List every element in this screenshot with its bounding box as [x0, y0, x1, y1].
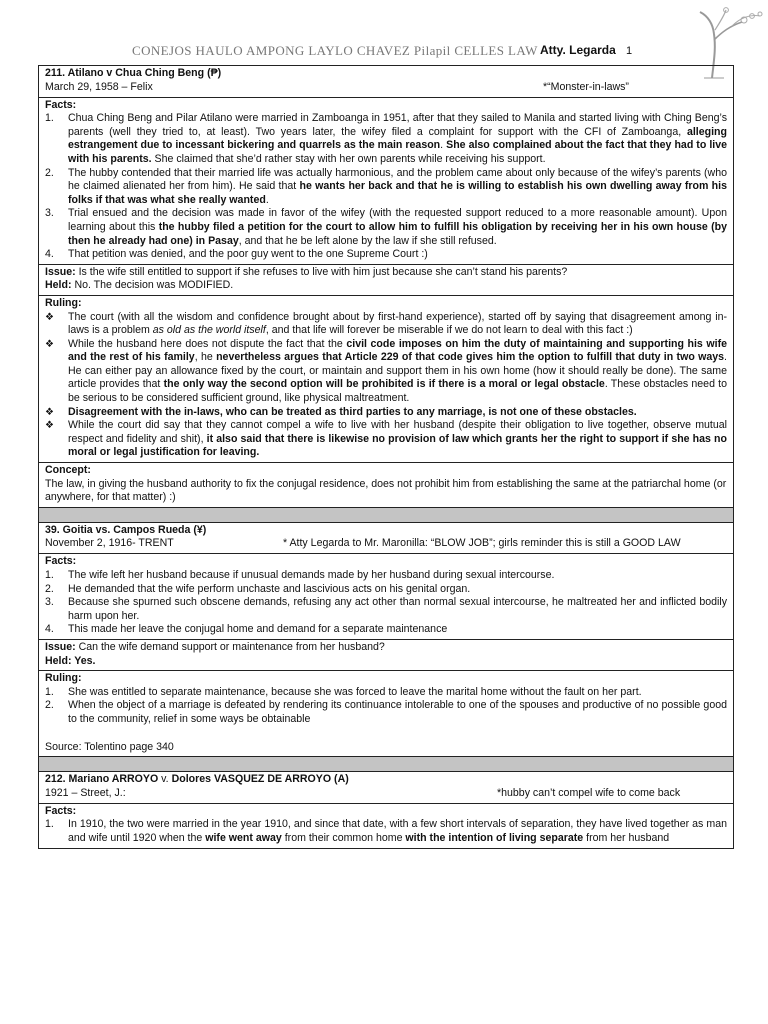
case2-facts-list — [45, 569, 727, 637]
list-item — [45, 207, 727, 248]
item-number: 1. — [45, 112, 54, 125]
ruling-label: Ruling: — [45, 296, 82, 309]
case2-ruling-list — [45, 686, 727, 727]
list-item — [45, 406, 727, 420]
list-item — [45, 419, 727, 460]
item-text: He demanded that the wife perform unchaste and lascivious acts on his genital organ. — [68, 582, 471, 595]
item-number: 4. — [45, 248, 54, 261]
item-text: Because she spurned such obscene demands, refusing any act other than normal sexual intercourse, he maltreated her and inflicted bodily harm upon her. — [68, 596, 727, 622]
case2-tag: * Atty Legarda to Mr. Maronilla: “BLOW JOB”; girls reminder this is still a GOOD LAW — [283, 537, 681, 550]
case1-issue: Issue: Is the wife still entitled to support if she refuses to live with him just because she can’t stand his parents? — [45, 265, 568, 278]
facts-label: Facts: — [45, 804, 77, 817]
case2-held: Held: Yes. — [45, 654, 96, 667]
case1-concept — [39, 462, 733, 507]
list-item — [45, 818, 727, 845]
list-item — [45, 248, 727, 262]
item-number: 1. — [45, 685, 54, 698]
case1-issue-held — [39, 264, 733, 295]
section-divider — [39, 756, 733, 771]
case1-ruling-list — [45, 311, 727, 461]
item-text: While the husband here does not dispute the fact that the civil code imposes on him the duty of maintaining and supporting his wife and the rest of his family, he nevertheless argues that Article 229 of that code gives him the option to fulfill that duty in two ways. He can either pay an allowance fixed by the court, or maintain and support them in his own home (how it should really be done). The same article provides that the only way the second option will be prohibited is if there is a moral or legal obstacle. These obstacles need to be serious to be considered sufficient ground, like physical maltreatment. — [68, 337, 727, 405]
list-item — [45, 699, 727, 726]
list-item — [45, 596, 727, 623]
item-text: She was entitled to separate maintenance, because she was forced to leave the marital home without the fault on her part. — [68, 685, 642, 698]
item-text: The hubby contended that their married life was actually harmonious, and the problem came about only because of the wifey’s parents (who he claimed alienated her from him). He said that he wants her back and that he is willing to establish his own dwelling away from his folks if that was what she really wanted. — [68, 166, 727, 206]
case3-facts — [39, 803, 733, 849]
item-text: When the object of a marriage is defeated by rendering its continuance intolerable to one of the spouses and productive of no possible good to the community, relief in some ways be obtainable — [68, 699, 727, 725]
case1-held: Held: No. The decision was MODIFIED. — [45, 279, 234, 292]
list-item — [45, 311, 727, 338]
case2-issue: Issue: Can the wife demand support or maintenance from her husband? — [45, 640, 385, 653]
case3-tag: *hubby can’t compel wife to come back — [497, 786, 681, 799]
facts-label: Facts: — [45, 98, 77, 111]
concept-label: Concept: — [45, 464, 91, 477]
item-text: Disagreement with the in-laws, who can be treated as third parties to any marriage, is not one of these obstacles. — [68, 405, 637, 418]
case3-facts-list — [45, 818, 727, 845]
item-text: In 1910, the two were married in the year 1910, and since that date, with a few short intervals of separation, they have lived together as man and wife until 1920 when the wife went away from their common home with the intention of living separate from her husband — [68, 818, 727, 844]
item-number: 2. — [45, 699, 54, 712]
item-text: The wife left her husband because if unusual demands made by her husband during sexual intercourse. — [68, 569, 555, 581]
case2-ruling — [39, 670, 733, 756]
case1-title: 211. Atilano v Chua Ching Beng (₱) — [45, 67, 222, 79]
case1-facts-list — [45, 112, 727, 262]
bullet-icon: ❖ — [45, 406, 54, 418]
case2-facts — [39, 553, 733, 639]
list-item — [45, 623, 727, 637]
case2-date: November 2, 1916- TRENT — [45, 537, 174, 550]
item-number: 2. — [45, 166, 54, 179]
item-number: 3. — [45, 207, 54, 220]
page-number: 1 — [626, 45, 633, 57]
item-text: That petition was denied, and the poor guy went to the one Supreme Court :) — [68, 248, 428, 261]
case1-tag: *“Monster-in-laws” — [543, 80, 629, 93]
list-item — [45, 338, 727, 406]
case1-ruling — [39, 295, 733, 462]
list-item — [45, 569, 727, 583]
bullet-icon: ❖ — [45, 338, 54, 350]
case2-heading — [39, 522, 733, 554]
item-text: Chua Ching Beng and Pilar Atilano were married in Zamboanga in 1951, after that they sailed to Manila and started living with Ching Beng’s parents (well they tried to, at least). Two years later, the wifey filed a complaint for support with the CFI of Zamboanga, alleging estrangement due to incessant bickering and quarrels as the main reason. She also complained about the fact that they had to live with his parents. She claimed that she’d rather stay with her own parents while receiving his support. — [68, 112, 727, 165]
item-number: 1. — [45, 818, 54, 831]
case2-issue-held — [39, 639, 733, 670]
bullet-icon: ❖ — [45, 311, 54, 323]
list-item — [45, 167, 727, 208]
item-number: 3. — [45, 596, 54, 609]
case2-title: 39. Goitia vs. Campos Rueda (¥) — [45, 523, 207, 536]
source-note: Source: Tolentino page 340 — [45, 740, 174, 753]
ruling-label: Ruling: — [45, 672, 82, 685]
atty-name: Atty. Legarda — [540, 43, 616, 57]
item-text: Trial ensued and the decision was made in favor of the wifey (with the requested support reduced to a more reasonable amount). Upon learning about this the hubby filed a petition for the court to allow him to fulfill his obligation by receiving her in his own house (by then he already had one) in Pasay, and that he be left alone by the law if she still refused. — [68, 207, 727, 247]
facts-label: Facts: — [45, 555, 77, 568]
case3-date: 1921 – Street, J.: — [45, 786, 126, 799]
case3-title: 212. Mariano ARROYO v. Dolores VASQUEZ DE ARROYO (A) — [45, 773, 349, 786]
list-item — [45, 112, 727, 166]
list-item — [45, 686, 727, 700]
case1-heading — [39, 65, 733, 97]
page-header — [0, 40, 768, 62]
concept-text: The law, in giving the husband authority to fix the conjugal residence, does not prohibit him from establishing the same at the patriarchal home (or anywhere, for that matter) :) — [45, 477, 727, 504]
list-item — [45, 583, 727, 597]
item-text: This made her leave the conjugal home and demand for a separate maintenance — [68, 623, 448, 636]
case3-heading — [39, 771, 733, 803]
item-text: While the court did say that they cannot compel a wife to live with her husband (despite their obligation to live together, observe mutual respect and fidelity and shit), it also said that there is likewise no provision of law which grants her the right to support if she has no moral or legal justification for leaving. — [68, 419, 727, 459]
case1-facts — [39, 97, 733, 264]
item-number: 4. — [45, 623, 54, 636]
authors-line: CONEJOS HAULO AMPONG LAYLO CHAVEZ Pilapil CELLES LAW — [132, 43, 538, 58]
bullet-icon: ❖ — [45, 420, 54, 432]
case1-date: March 29, 1958 – Felix — [45, 80, 153, 93]
case-digest-table — [38, 65, 734, 849]
section-divider — [39, 507, 733, 522]
item-number: 2. — [45, 582, 54, 595]
item-number: 1. — [45, 569, 54, 581]
item-text: The court (with all the wisdom and confidence brought about by first-hand experience), started off by saying that disagreement among in-laws is a problem as old as the world itself, and that life will forever be miserable if we do not learn to deal with this fact :) — [68, 310, 727, 337]
